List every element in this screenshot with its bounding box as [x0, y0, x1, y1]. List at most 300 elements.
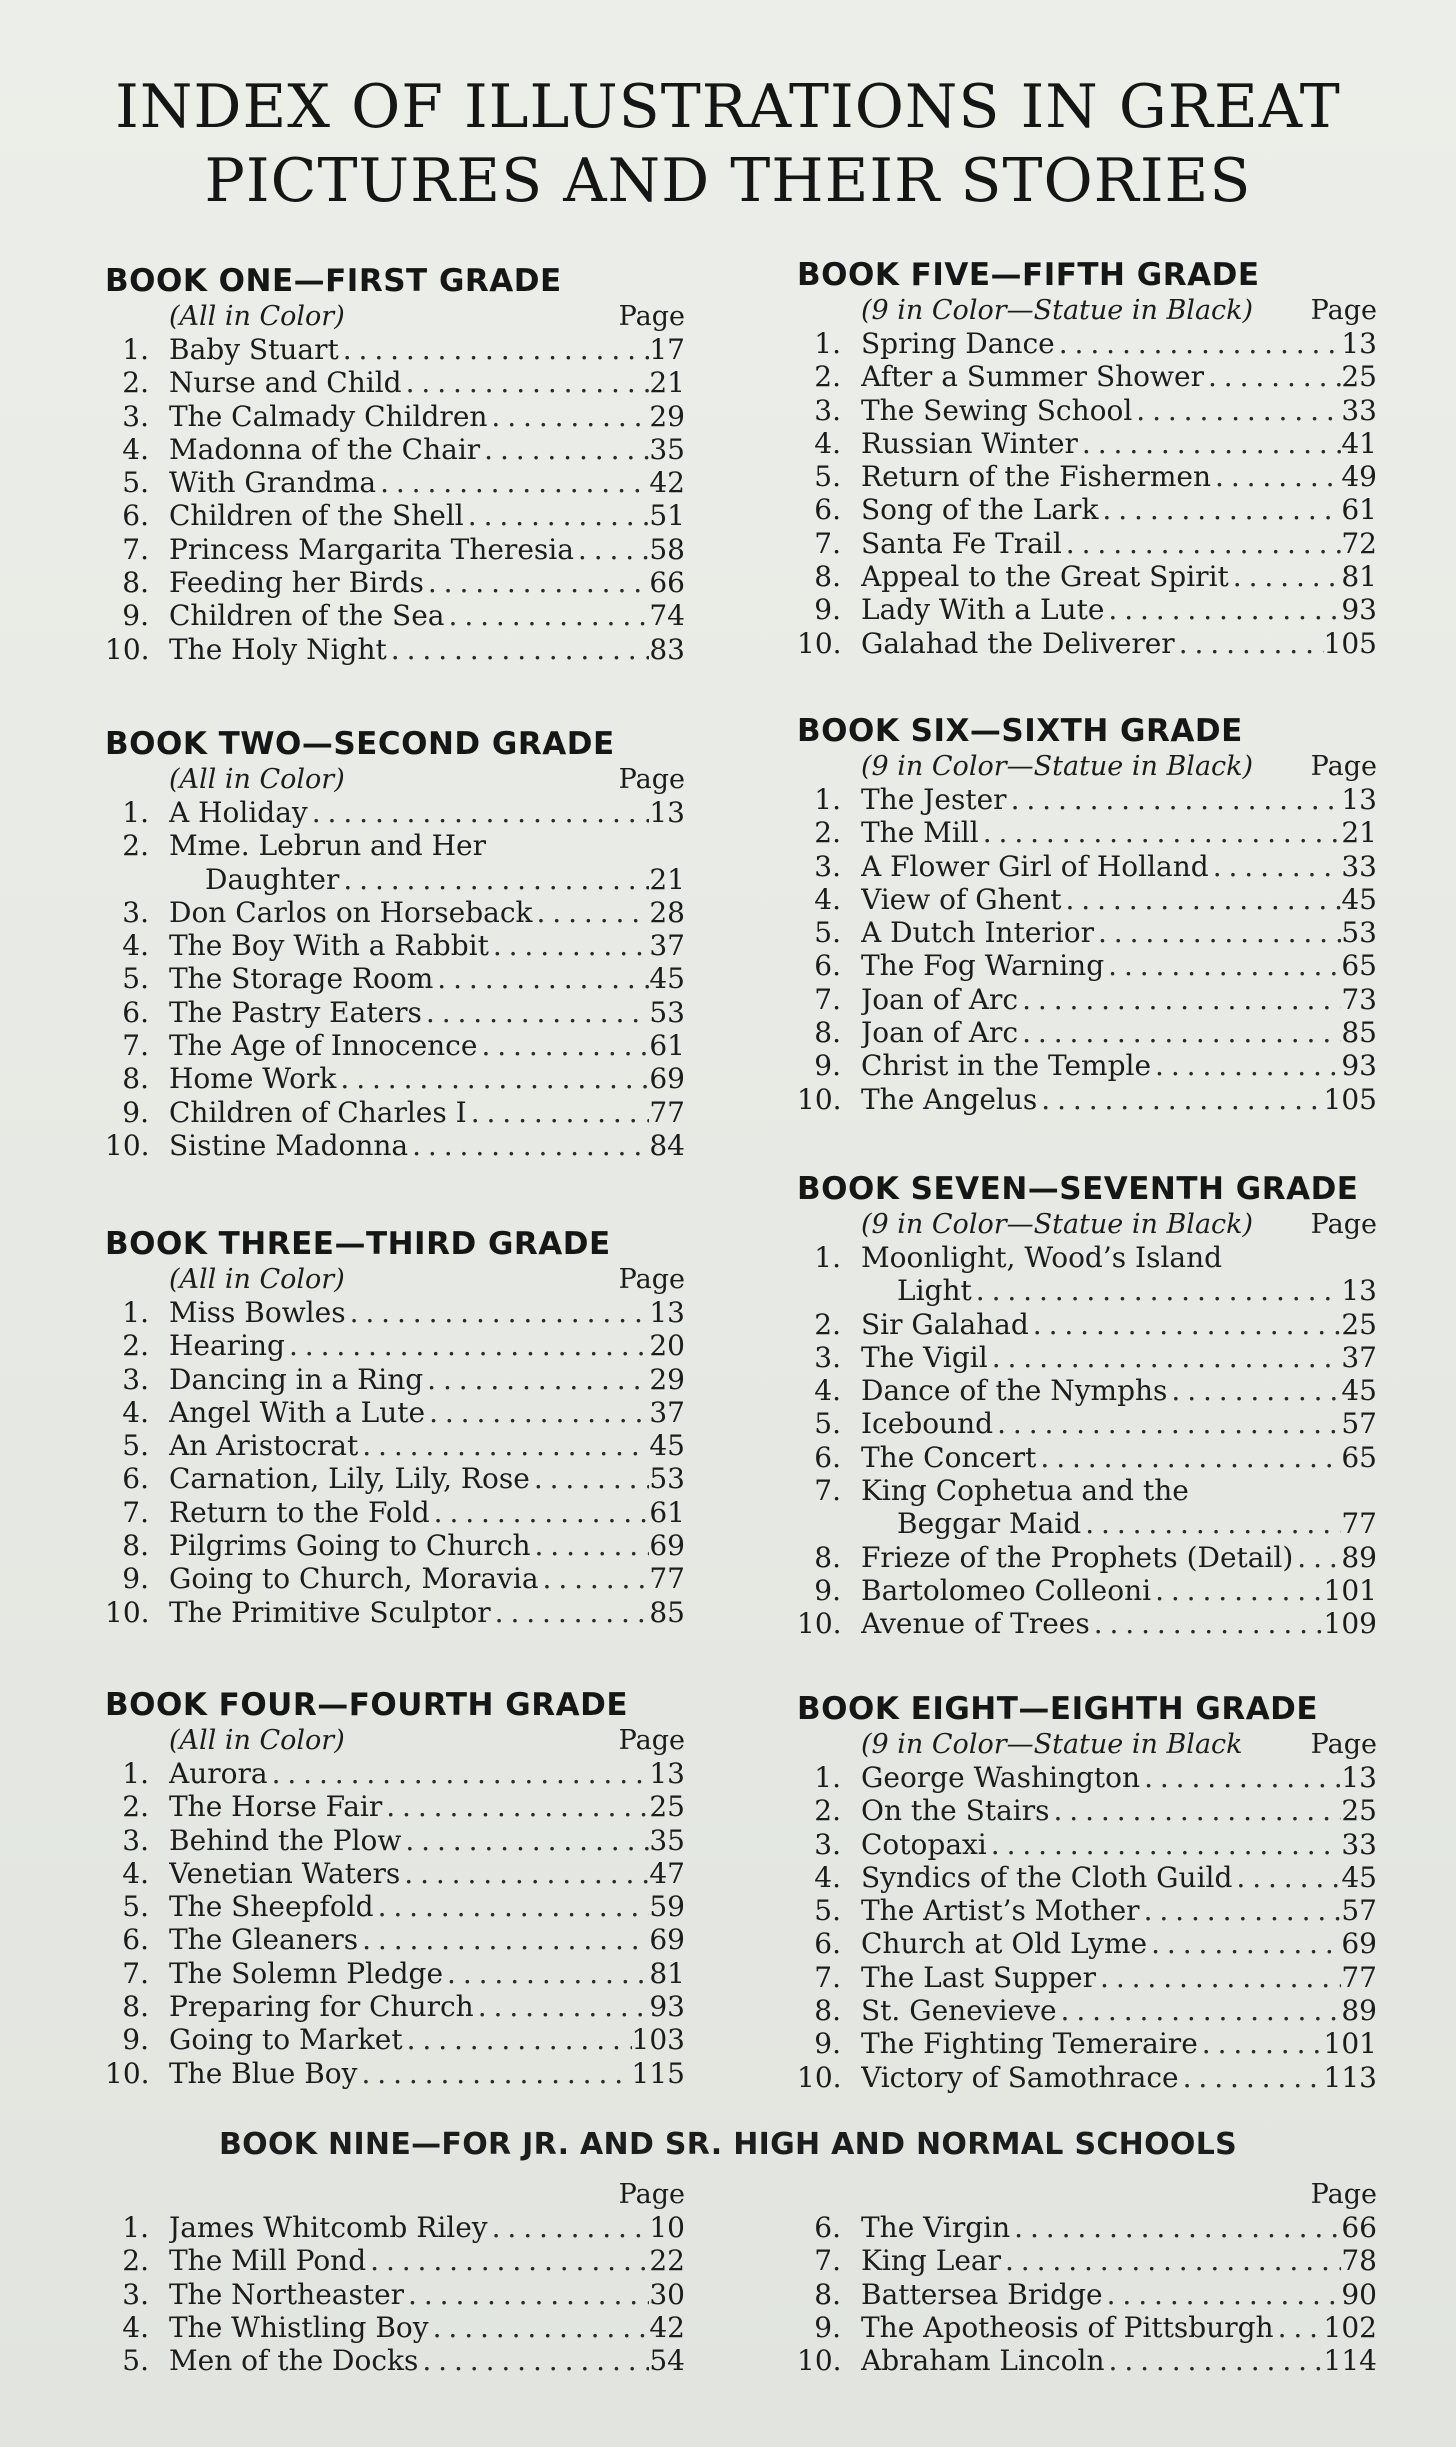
entry-title: Galahad the Deliverer [861, 626, 1175, 660]
index-entry [105, 1596, 685, 1629]
entry-number: 2. [814, 1794, 841, 1828]
entry-number: 6. [814, 493, 841, 527]
entry-page-number: 69 [649, 1529, 685, 1563]
dot-leader [539, 1562, 650, 1595]
book-two-section [105, 725, 685, 1162]
dot-leader [1151, 1574, 1323, 1607]
dot-leader [530, 1529, 649, 1562]
index-entry [105, 1329, 685, 1362]
entry-list [105, 1296, 685, 1629]
entry-body [169, 433, 685, 466]
dot-leader [972, 1274, 1342, 1307]
entry-page-number: 33 [1341, 1827, 1377, 1861]
entry-body [861, 1374, 1377, 1407]
index-entry [797, 1961, 1377, 1994]
dot-leader [424, 566, 649, 599]
entry-page-number: 115 [631, 2056, 685, 2090]
entry-body [169, 1029, 685, 1062]
entry-body [169, 466, 685, 499]
entry-title: Feeding her Birds [169, 566, 424, 600]
dot-leader [404, 2278, 649, 2311]
dot-leader [1081, 1507, 1341, 1540]
entry-title: Dance of the Nymphs [861, 1374, 1168, 1408]
entry-title: St. Genevieve [861, 1994, 1057, 2028]
index-entry [797, 593, 1377, 626]
entry-body [861, 1794, 1377, 1827]
book-one-section [105, 262, 685, 666]
entry-body [169, 996, 685, 1029]
entry-title: Baby Stuart [169, 333, 339, 366]
page-column-header: Page [618, 1725, 685, 1756]
entry-number: 4. [122, 1395, 149, 1429]
entry-body [169, 2344, 685, 2377]
dot-leader [1001, 2244, 1341, 2277]
entry-page-number: 65 [1341, 1440, 1377, 1474]
entry-title: Sistine Madonna [169, 1128, 409, 1162]
entry-title: Nurse and Child [169, 366, 402, 400]
entry-title: Victory of Samothrace [861, 2060, 1179, 2094]
entry-title: The Fog Warning [861, 949, 1105, 983]
entry-title: A Holiday [169, 796, 308, 829]
entry-body [861, 850, 1377, 883]
entry-body [861, 1961, 1377, 1994]
index-entry [797, 1894, 1377, 1927]
entry-body [169, 1096, 685, 1129]
entry-page-number: 13 [1341, 783, 1377, 816]
entry-title: The Northeaster [169, 2277, 405, 2311]
entry-body [861, 1927, 1377, 1960]
dot-leader [1018, 983, 1341, 1016]
dot-leader [1179, 2061, 1324, 2094]
index-entry [797, 2278, 1377, 2311]
dot-leader [1229, 560, 1342, 593]
entry-page-number: 13 [1341, 1274, 1377, 1308]
index-entry [797, 427, 1377, 460]
entry-title: Syndics of the Cloth Guild [861, 1860, 1233, 1894]
entry-page-number: 77 [1341, 1507, 1377, 1541]
entry-number: 7. [814, 1474, 841, 1508]
entry-title-line-1: Moonlight, Wood’s Island [861, 1241, 1223, 1274]
entry-title: The Last Supper [861, 1960, 1097, 1994]
dot-leader [532, 896, 649, 929]
entry-number: 5. [122, 1429, 149, 1463]
entry-number: 10. [797, 2060, 842, 2094]
entry-number: 2. [122, 2244, 149, 2278]
entry-title: After a Summer Shower [861, 360, 1204, 394]
entry-title: Behind the Plow [169, 1823, 402, 1857]
dot-leader [1057, 1994, 1342, 2027]
index-entry [105, 1857, 685, 1890]
entry-number: 10. [797, 1082, 842, 1116]
page-column-header: Page [618, 2179, 685, 2210]
entry-body [861, 2061, 1377, 2094]
dot-leader [336, 1062, 649, 1095]
index-entry [797, 1374, 1377, 1407]
entry-body [861, 2211, 1377, 2244]
book-note-row [797, 294, 1377, 327]
entry-title: Aurora [169, 1757, 268, 1790]
entry-number: 10. [105, 1595, 150, 1629]
entry-body [897, 1274, 1377, 1307]
index-entry [105, 962, 685, 995]
entry-page-number: 13 [1341, 1761, 1377, 1794]
entry-title: Avenue of Trees [861, 1607, 1090, 1641]
entry-number: 7. [122, 1956, 149, 1990]
entry-page-number: 25 [1341, 1307, 1377, 1341]
dot-leader [1018, 1016, 1341, 1049]
entry-title: Spring Dance [861, 327, 1055, 360]
dot-leader [487, 400, 649, 433]
dot-leader [1103, 2278, 1342, 2311]
entry-body [861, 983, 1377, 1016]
dot-leader [445, 599, 650, 632]
dot-leader [408, 1129, 649, 1162]
dot-leader [979, 816, 1342, 849]
index-entry [105, 499, 685, 532]
entry-title: The Fighting Temeraire [861, 2027, 1198, 2061]
index-entry [105, 1462, 685, 1495]
dot-leader [1062, 527, 1342, 560]
entry-body [861, 560, 1377, 593]
index-entry [105, 1029, 685, 1062]
page-column-header: Page [618, 301, 685, 332]
entry-page-number: 72 [1341, 526, 1377, 560]
entry-body [169, 1296, 685, 1329]
entry-number: 10. [105, 2056, 150, 2090]
dot-leader [1147, 1927, 1341, 1960]
entry-body [861, 394, 1377, 427]
entry-number: 1. [814, 327, 841, 360]
book-note-row [797, 750, 1377, 783]
dot-leader [993, 1407, 1341, 1440]
entry-body [169, 1496, 685, 1529]
entry-title: Bartolomeo Colleoni [861, 1573, 1152, 1607]
book-color-note: (All in Color) [169, 301, 345, 332]
index-entry [105, 433, 685, 466]
entry-page-number: 85 [649, 1595, 685, 1629]
entry-body [861, 493, 1377, 526]
entry-body [169, 2211, 685, 2244]
entry-title: The Primitive Sculptor [169, 1595, 491, 1629]
index-entry [105, 1396, 685, 1429]
dot-leader [488, 2211, 650, 2244]
entry-number: 5. [122, 466, 149, 500]
entry-body [861, 1894, 1377, 1927]
entry-page-number: 45 [649, 962, 685, 996]
entry-number: 8. [814, 2277, 841, 2311]
entry-page-number: 109 [1323, 1607, 1377, 1641]
entry-number: 1. [122, 796, 149, 829]
entry-page-number: 25 [1341, 1794, 1377, 1828]
index-entry [105, 2278, 685, 2311]
dot-leader [530, 1462, 650, 1495]
entry-title: Return of the Fishermen [861, 460, 1212, 494]
entry-title: The Angelus [861, 1082, 1038, 1116]
entry-page-number: 28 [649, 895, 685, 929]
entry-body [861, 1308, 1377, 1341]
entry-number: 2. [814, 1307, 841, 1341]
index-entry [797, 1994, 1377, 2027]
entry-page-number: 59 [649, 1890, 685, 1924]
entry-title: Beggar Maid [897, 1507, 1082, 1541]
book-three-section [105, 1225, 685, 1629]
entry-page-number: 51 [649, 499, 685, 533]
entry-page-number: 90 [1341, 2277, 1377, 2311]
index-entry [797, 983, 1377, 1016]
entry-page-number: 73 [1341, 982, 1377, 1016]
entry-body [169, 1890, 685, 1923]
entry-page-number: 77 [649, 1095, 685, 1129]
entry-list [797, 2211, 1377, 2377]
entry-number: 7. [814, 526, 841, 560]
entry-number: 1. [814, 1761, 841, 1794]
entry-page-number: 47 [649, 1856, 685, 1890]
entry-body [169, 1857, 685, 1890]
index-entry [797, 883, 1377, 916]
dot-leader [1098, 493, 1341, 526]
entry-number: 8. [814, 560, 841, 594]
dot-leader [464, 499, 650, 532]
entry-title: Madonna of the Chair [169, 432, 481, 466]
page-column-header: Page [1310, 2179, 1377, 2210]
entry-body [861, 1441, 1377, 1474]
entry-body [861, 360, 1377, 393]
page-column-header: Page [1310, 751, 1377, 782]
index-entry [105, 566, 685, 599]
entry-title: Church at Old Lyme [861, 1927, 1148, 1961]
entry-number: 2. [814, 816, 841, 850]
entry-title: The Blue Boy [169, 2056, 358, 2090]
dot-leader [467, 1096, 650, 1129]
entry-body [169, 1129, 685, 1162]
entry-body [861, 1083, 1377, 1116]
entry-number: 9. [122, 1095, 149, 1129]
dot-leader [489, 929, 650, 962]
dot-leader [1151, 1049, 1341, 1082]
entry-body [169, 366, 685, 399]
dot-leader [374, 1890, 650, 1923]
entry-number: 5. [814, 1407, 841, 1441]
entry-number: 3. [814, 393, 841, 427]
entry-body [169, 1790, 685, 1823]
entry-number: 6. [122, 1923, 149, 1957]
index-entry [105, 2344, 685, 2377]
entry-number: 1. [814, 783, 841, 816]
entry-title: With Grandma [169, 466, 377, 500]
entry-page-number: 37 [649, 929, 685, 963]
entry-body [169, 1824, 685, 1857]
title-line-2: PICTURES AND THEIR STORIES [204, 146, 1252, 216]
dot-leader [1007, 783, 1342, 816]
entry-title: Song of the Lark [861, 493, 1099, 527]
book-color-note: (All in Color) [169, 1725, 345, 1756]
dot-leader [987, 1828, 1342, 1861]
index-entry [797, 1083, 1377, 1116]
entry-page-number: 89 [1341, 1994, 1377, 2028]
entry-list [105, 333, 685, 666]
entry-page-number: 25 [1341, 360, 1377, 394]
entry-list [797, 1761, 1377, 2094]
book-seven-section [797, 1170, 1377, 1641]
entry-number: 10. [105, 632, 150, 666]
entry-page-number: 45 [1341, 1374, 1377, 1408]
entry-title: The Sewing School [861, 393, 1133, 427]
entry-body [861, 783, 1377, 816]
index-entry [797, 2344, 1377, 2377]
dot-leader [1211, 460, 1341, 493]
entry-title: Abraham Lincoln [861, 2344, 1105, 2378]
entry-body [861, 427, 1377, 460]
entry-number: 9. [814, 1049, 841, 1083]
entry-page-number: 114 [1323, 2344, 1377, 2378]
entry-number: 9. [122, 1562, 149, 1596]
entry-title: Christ in the Temple [861, 1049, 1152, 1083]
dot-leader [285, 1329, 649, 1362]
entry-title: A Flower Girl of Holland [861, 849, 1209, 883]
index-entry [797, 460, 1377, 493]
dot-leader [1090, 1607, 1324, 1640]
entry-page-number: 83 [649, 632, 685, 666]
entry-page-number: 33 [1341, 393, 1377, 427]
entry-number: 6. [122, 995, 149, 1029]
dot-leader [1167, 1374, 1341, 1407]
entry-body [169, 1429, 685, 1462]
entry-title: Battersea Bridge [861, 2277, 1103, 2311]
entry-body [169, 566, 685, 599]
entry-title: The Solemn Pledge [169, 1956, 444, 1990]
book-note-row [105, 1263, 685, 1296]
entry-title: Dancing in a Ring [169, 1362, 424, 1396]
entry-page-number: 77 [649, 1562, 685, 1596]
entry-body [169, 2057, 685, 2090]
entry-title: The Pastry Eaters [169, 995, 422, 1029]
dot-leader [1232, 1861, 1341, 1894]
entry-body [861, 1574, 1377, 1607]
entry-number: 6. [814, 1440, 841, 1474]
index-entry [797, 1474, 1377, 1541]
entry-title: Appeal to the Great Spirit [861, 560, 1229, 594]
entry-page-number: 21 [649, 366, 685, 400]
page-column-header: Page [618, 764, 685, 795]
entry-body [169, 2311, 685, 2344]
entry-title: The Vigil [861, 1340, 988, 1374]
index-entry [797, 1341, 1377, 1374]
entry-body [861, 2311, 1377, 2344]
dot-leader [1175, 627, 1324, 660]
index-entry [105, 1296, 685, 1329]
page-column-header: Page [1310, 295, 1377, 326]
book-note-row [105, 300, 685, 333]
page-column-header: Page [1310, 1729, 1377, 1760]
index-entry [797, 949, 1377, 982]
entry-body [861, 1994, 1377, 2027]
dot-leader [418, 2344, 649, 2377]
entry-body [861, 2344, 1377, 2377]
entry-page-number: 66 [1341, 2211, 1377, 2244]
entry-number: 9. [814, 1573, 841, 1607]
entry-page-number: 21 [649, 862, 685, 896]
entry-body [169, 1396, 685, 1429]
entry-title: An Aristocrat [169, 1429, 359, 1463]
index-entry [105, 400, 685, 433]
entry-page-number: 81 [649, 1956, 685, 1990]
index-entry [105, 1923, 685, 1956]
entry-title: The Boy With a Rabbit [169, 929, 489, 963]
index-entry [105, 2023, 685, 2056]
index-entry [105, 1790, 685, 1823]
entry-title: The Apotheosis of Pittsburgh [861, 2310, 1274, 2344]
entry-page-number: 35 [649, 432, 685, 466]
book-title: BOOK THREE—THIRD GRADE [105, 1226, 611, 1262]
index-entry [797, 916, 1377, 949]
entry-title: Preparing for Church [169, 1990, 474, 2024]
entry-title: On the Stairs [861, 1794, 1050, 1828]
entry-title: The Concert [861, 1440, 1037, 1474]
entry-page-number: 65 [1341, 949, 1377, 983]
entry-body [169, 929, 685, 962]
entry-number: 8. [814, 1540, 841, 1574]
dot-leader [400, 1857, 649, 1890]
dot-leader [339, 333, 650, 366]
entry-title: The Virgin [861, 2211, 1011, 2244]
book-nine-title: BOOK NINE—FOR JR. AND SR. HIGH AND NORMAL SCHOOLS [218, 2127, 1238, 2162]
dot-leader [491, 1596, 650, 1629]
index-entry [105, 796, 685, 829]
dot-leader [308, 796, 650, 829]
index-entry [105, 1496, 685, 1529]
entry-body [169, 400, 685, 433]
entry-page-number: 10 [649, 2211, 685, 2244]
dot-leader [376, 466, 649, 499]
entry-body [169, 599, 685, 632]
entry-body [861, 2027, 1377, 2060]
dot-leader [339, 863, 649, 896]
entry-list [105, 796, 685, 1162]
entry-number: 6. [814, 949, 841, 983]
entry-title: The Artist’s Mother [861, 1894, 1140, 1928]
dot-leader [1132, 394, 1341, 427]
entry-body [169, 1596, 685, 1629]
entry-number: 10. [797, 1607, 842, 1641]
entry-list [797, 327, 1377, 660]
index-entry [105, 366, 685, 399]
index-entry [797, 1308, 1377, 1341]
entry-number: 10. [105, 1128, 150, 1162]
entry-body [861, 2244, 1377, 2277]
entry-body [169, 1990, 685, 2023]
entry-body [169, 1062, 685, 1095]
entry-body [897, 1507, 1377, 1540]
entry-page-number: 33 [1341, 849, 1377, 883]
entry-page-number: 42 [649, 2310, 685, 2344]
entry-page-number: 66 [649, 566, 685, 600]
book-title: BOOK SIX—SIXTH GRADE [797, 713, 1243, 749]
book-six-section [797, 712, 1377, 1116]
entry-number: 8. [122, 566, 149, 600]
book-title: BOOK EIGHT—EIGHTH GRADE [797, 1691, 1319, 1727]
entry-body [861, 883, 1377, 916]
dot-leader [1274, 2311, 1324, 2344]
index-entry [105, 1129, 685, 1162]
book-four-section [105, 1686, 685, 2090]
entry-number: 5. [122, 962, 149, 996]
entry-title: View of Ghent [861, 882, 1062, 916]
entry-number: 6. [814, 1927, 841, 1961]
entry-number: 8. [814, 1016, 841, 1050]
entry-number: 5. [814, 916, 841, 950]
index-entry [797, 2061, 1377, 2094]
entry-title: Angel With a Lute [169, 1395, 426, 1429]
